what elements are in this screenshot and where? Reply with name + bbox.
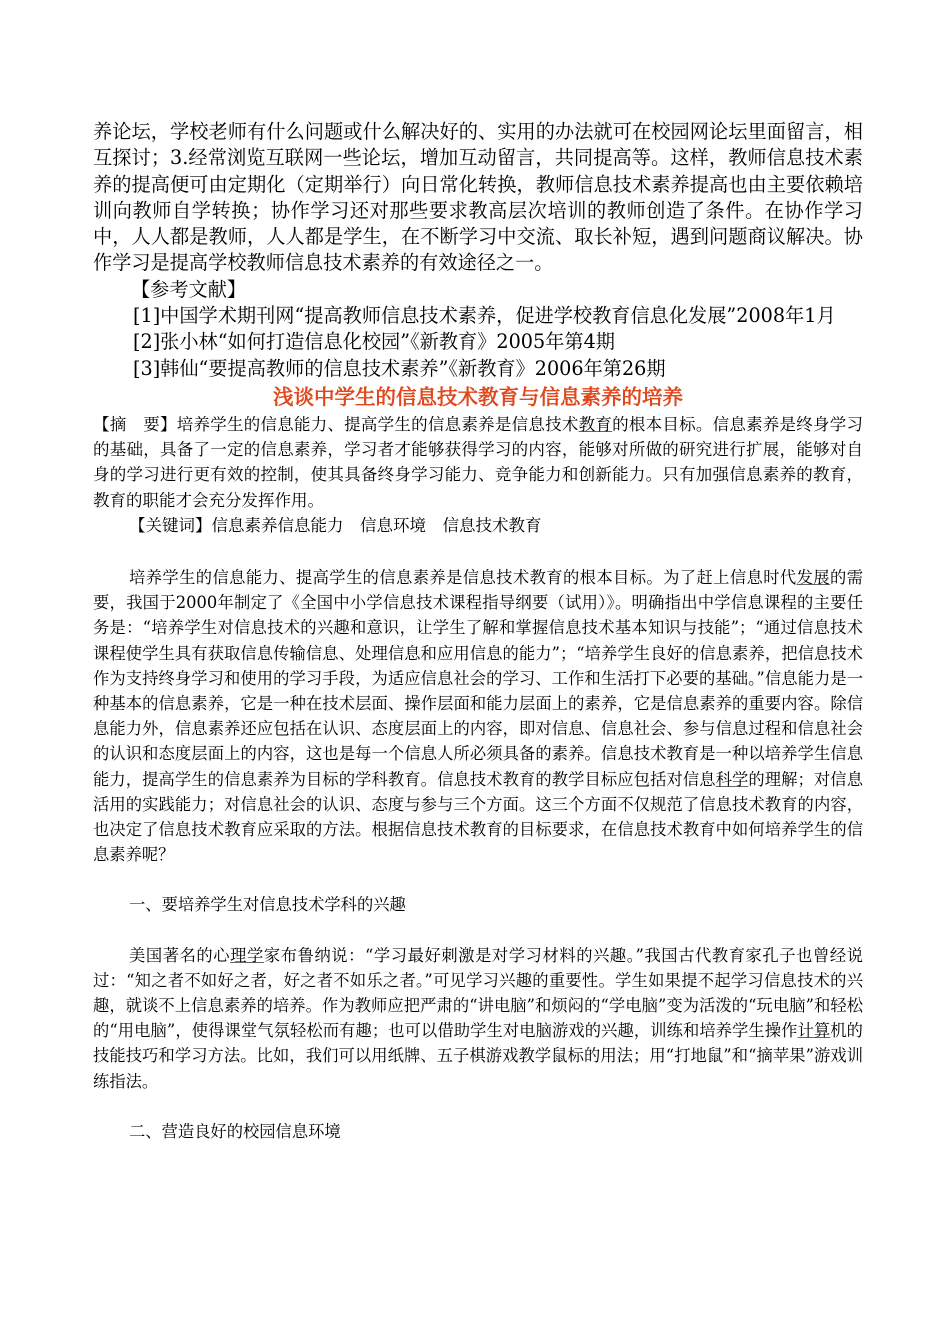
link-jiaoyu[interactable]: 教育 [578, 414, 613, 434]
reference-item-2: [2]张小林“如何打造信息化校园”《新教育》2005年第4期 [133, 330, 615, 354]
document-content [93, 119, 863, 1144]
abstract-paragraph [93, 412, 863, 513]
spacer [93, 918, 863, 943]
spacer [93, 867, 863, 892]
article-title: 浅谈中学生的信息技术教育与信息素养的培养 [273, 384, 683, 409]
link-fazhan[interactable]: 发展 [796, 567, 830, 587]
section-heading-2: 二、营造良好的校园信息环境 [129, 1121, 341, 1141]
spacer [93, 538, 863, 565]
abstract-label: 【摘 要】 [93, 414, 177, 434]
body-paragraph-1 [93, 565, 863, 867]
abstract-text-end: 的根本目标。信息素养是终身学习的基础，具备了一定的信息素养，学习者才能够获得学习的内容，能够对所做的研究进行扩展，能够对自身的学习进行更有效的控制，使其具备终身学习能力、竞争能力和创新能力。只有加强信息素养的教育，教育的职能才会充分发挥作用。 [93, 414, 864, 510]
paragraph-text: 美国著名的心 [129, 945, 231, 965]
paragraph-text: 家布鲁纳说：“学习最好刺激是对学习材料的兴趣。”我国古代教育家孔子也曾经说过：“知之者不如好之者，好之者不如乐之者。”可见学习兴趣的重要性。学生如果提不起学习信息技术的兴趣，就谈不上信息素养的培养。作为教师应把严肃的“讲电脑”和烦闷的“学电脑”变为活泼的“玩电脑”和轻松的“用电脑”，使得课堂气氛轻松而有趣；也可以借助学生对电脑游戏的兴趣，训练和培养学生操作 [93, 945, 863, 1041]
reference-item-1: [1]中国学术期刊网“提高教师信息技术素养，促进学校教育信息化发展”2008年1月 [133, 304, 836, 328]
paragraph-text: 的理解；对信息活用的实践能力；对信息社会的认识、态度与参与三个方面。这三个方面不仅规范了信息技术教育的内容，也决定了信息技术教育应采取的方法。根据信息技术教育的目标要求，在信息技术教育中如何培养学生的信息素养呢？ [93, 769, 863, 865]
spacer [93, 1094, 863, 1119]
abstract-text-start: 培养学生的信息能力、提高学生的信息素养是信息技术 [176, 414, 579, 434]
paragraph-text: 培养学生的信息能力、提高学生的信息素养是信息技术教育的根本目标。为了赶上信息时代 [129, 567, 797, 587]
references-title: 【参考文献】 [131, 277, 247, 301]
previous-article-paragraph: 养论坛，学校老师有什么问题或什么解决好的、实用的办法就可在校园网论坛里面留言，相互探讨；3.经常浏览互联网一些论坛，增加互动留言，共同提高等。这样，教师信息技术素养的提高便可由定期化（定期举行）向日常化转换，教师信息技术素养提高也由主要依赖培训向教师自学转换；协作学习还对那些要求教高层次培训的教师创造了条件。在协作学习中，人人都是教师，人人都是学生，在不断学习中交流、取长补短，遇到问题商议解决。协作学习是提高学校教师信息技术素养的有效途径之一。 [93, 120, 863, 275]
keywords-line: 【关键词】信息素养信息能力 信息环境 信息技术教育 [129, 515, 542, 535]
section-heading-1: 一、要培养学生对信息技术学科的兴趣 [129, 895, 406, 915]
body-paragraph-2 [93, 943, 863, 1094]
paragraph-text: 机的技能技巧和学习方法。比如，我们可以用纸牌、五子棋游戏教学鼠标的用法；用“打地鼠”和“摘苹果”游戏训练指法。 [93, 1021, 863, 1091]
link-kexue[interactable]: 科学 [715, 769, 749, 789]
reference-item-3: [3]韩仙“要提高教师的信息技术素养”《新教育》2006年第26期 [133, 356, 666, 380]
link-jisuan[interactable]: 计算 [797, 1021, 831, 1041]
paragraph-text: 的需要，我国于2000年制定了《全国中小学信息技术课程指导纲要（试用）》。明确指出中学信息课程的主要任务是：“培养学生对信息技术的兴趣和意识，让学生了解和掌握信息技术基本知识与技能”；“通过信息技术课程使学生具有获取信息传输信息、处理信息和应用信息的能力”；“培养学生良好的信息素养，把信息技术作为支持终身学习和使用的学习手段，为适应信息社会的学习、工作和生活打下必要的基础。”信息能力是一种基本的信息素养，它是一种在技术层面、操作层面和能力层面上的素养，它是信息素养的重要内容。除信息能力外，信息素养还应包括在认识、态度层面上的内容，即对信息、信息社会、参与信息过程和信息社会的认识和态度层面上的内容，这也是每一个信息人所必须具备的素养。信息技术教育是一种以培养学生信息能力，提高学生的信息素养为目标的学科教育。信息技术教育的教学目标应包括对信息 [93, 567, 863, 789]
link-lixue[interactable]: 理学 [230, 945, 264, 965]
